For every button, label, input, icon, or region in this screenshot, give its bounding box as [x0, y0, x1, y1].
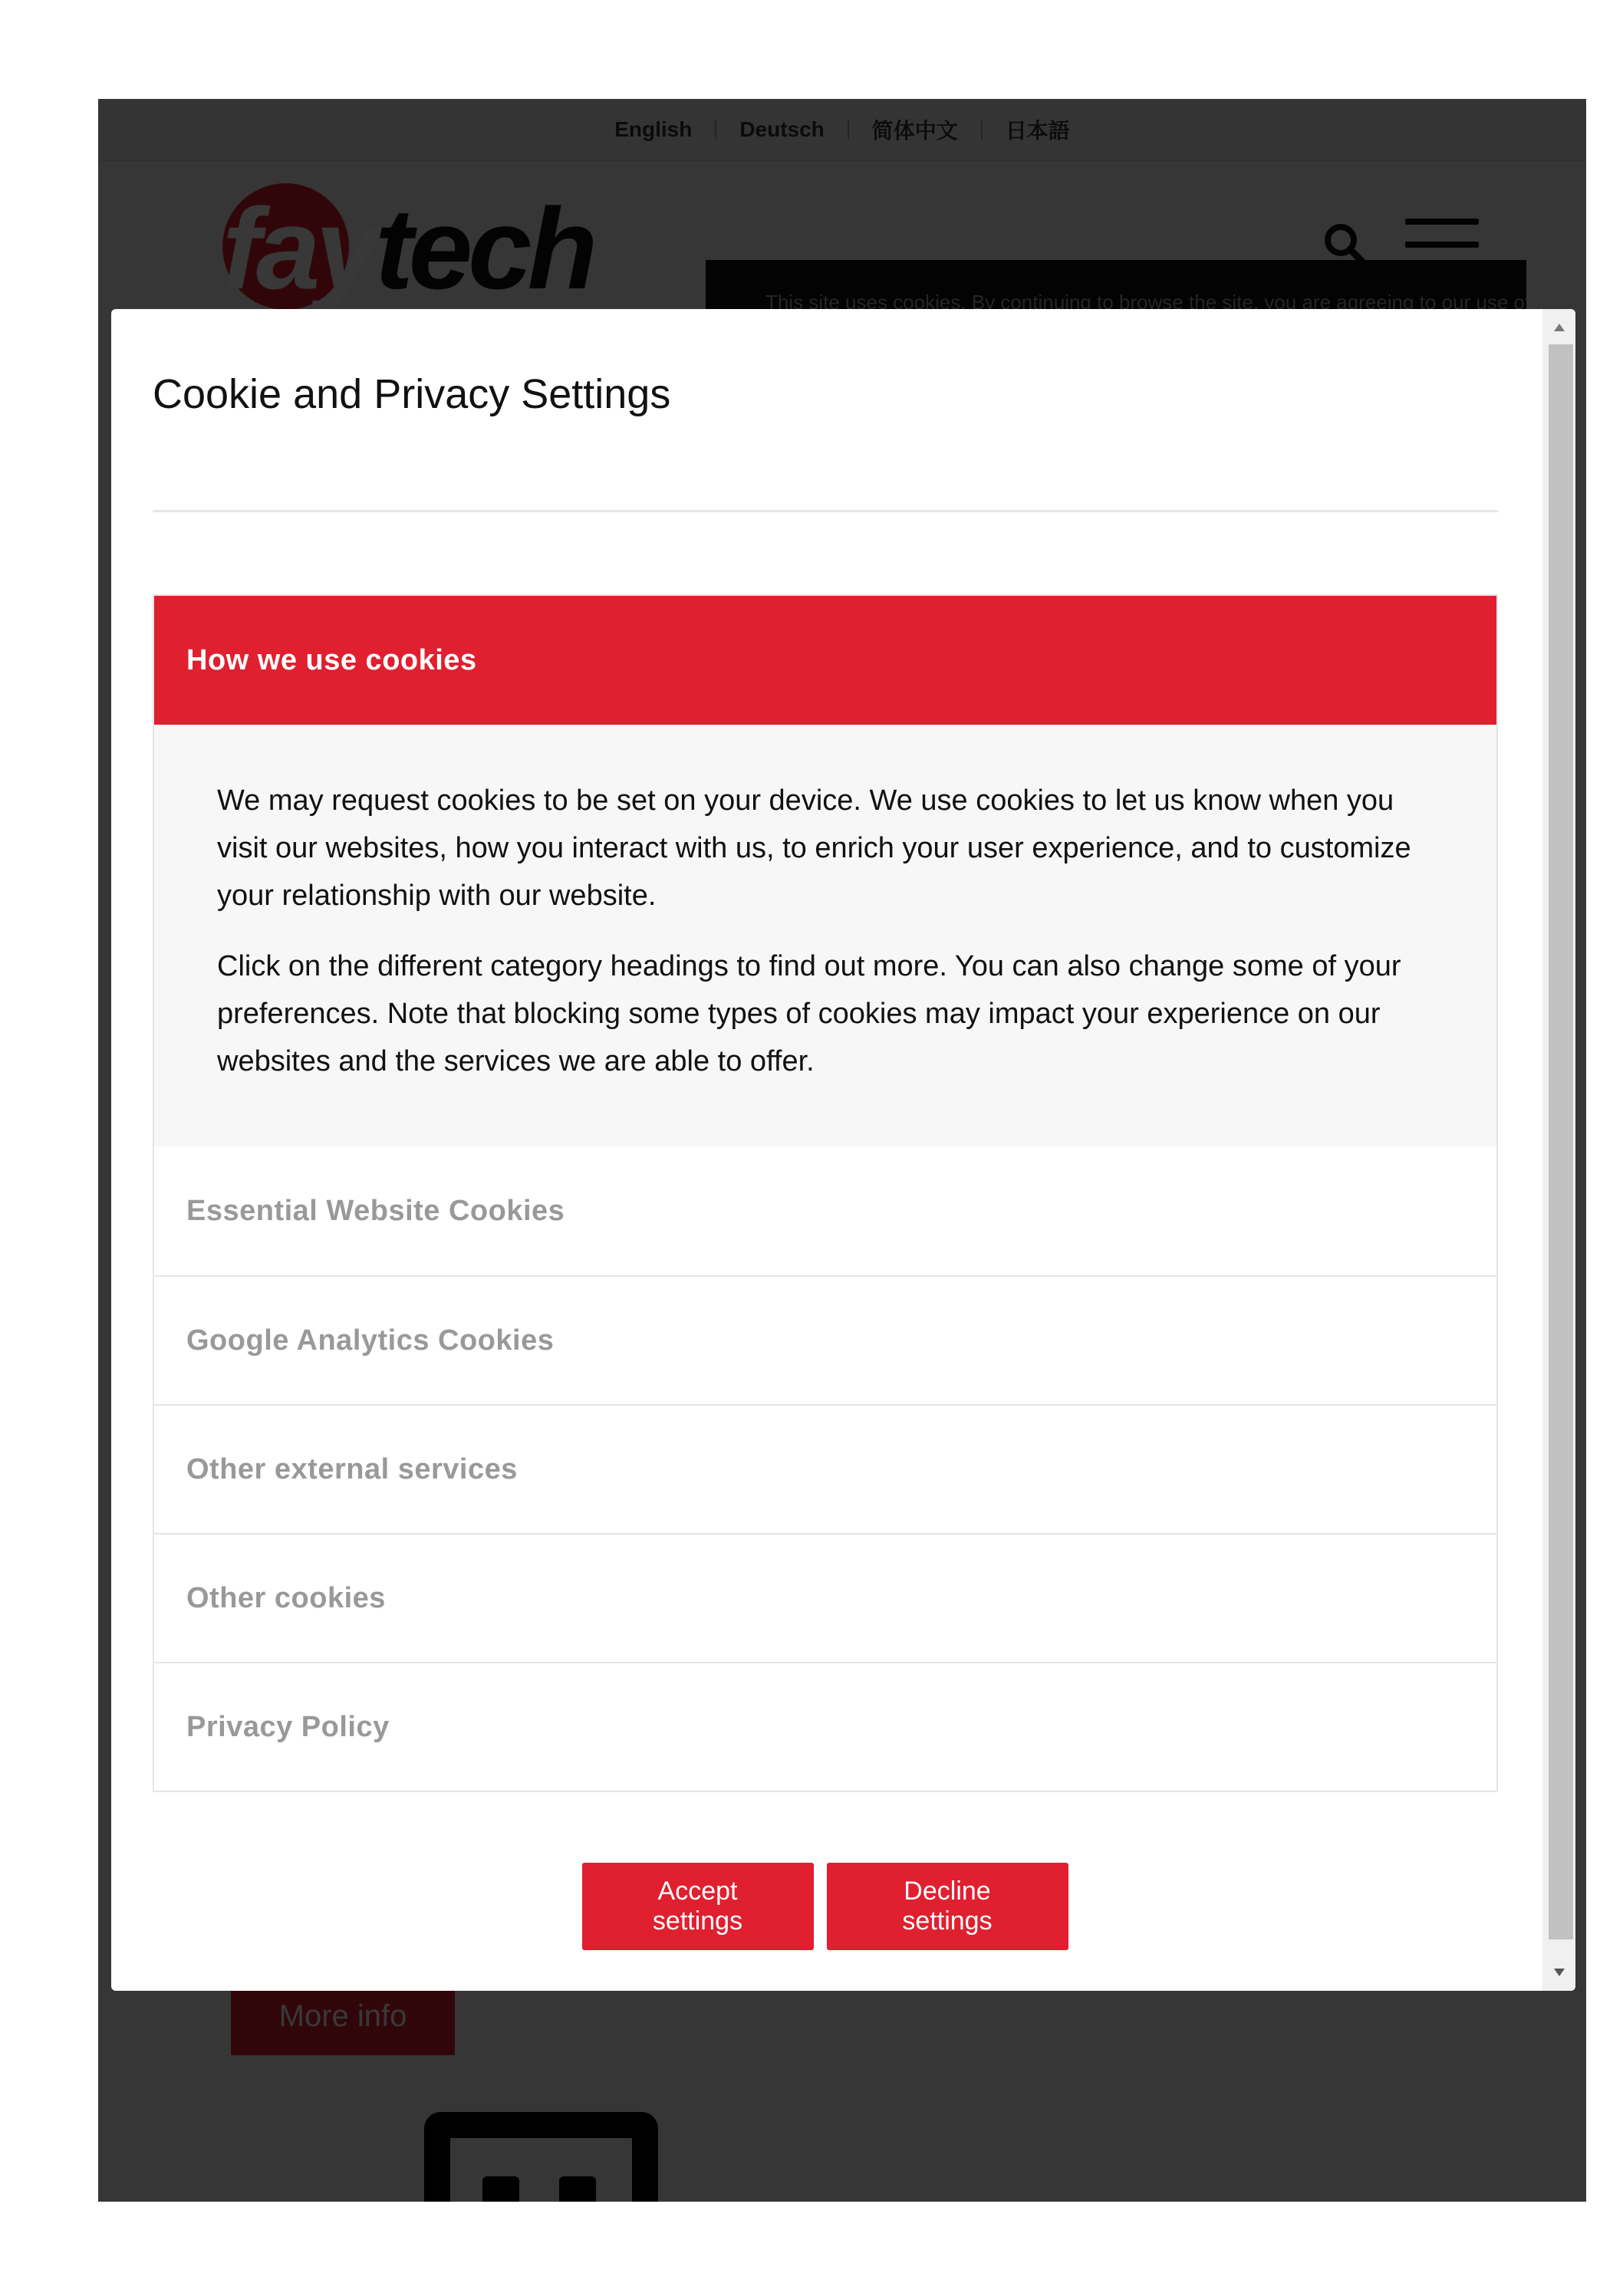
decline-settings-button[interactable]: Decline settings	[827, 1863, 1068, 1950]
accordion-header-other-external-services[interactable]: Other external services	[154, 1404, 1496, 1533]
cookie-description-paragraph: Click on the different category headings to find out more. You can also change some of your preferences. Note that blocking some types of cookies may impact your experience on our websites and the services we are able to offer.	[217, 950, 1401, 1077]
cookie-description-paragraph: We may request cookies to be set on your device. We use cookies to let us know when you visit our websites, how you interact with us, to enrich your user experience, and to customize your relationship with our website.	[217, 785, 1411, 912]
scroll-down-arrow-icon[interactable]	[1542, 1957, 1575, 1988]
accordion-header-other-cookies[interactable]: Other cookies	[154, 1533, 1496, 1662]
accordion-header-essential-cookies[interactable]: Essential Website Cookies	[154, 1146, 1496, 1275]
accept-settings-button[interactable]: Accept settings	[582, 1863, 814, 1950]
modal-title: Cookie and Privacy Settings	[153, 371, 671, 417]
modal-button-row	[111, 1863, 1575, 1950]
cookie-settings-modal	[111, 309, 1575, 1991]
cookie-accordion	[153, 594, 1498, 1792]
modal-divider	[153, 510, 1498, 512]
modal-scrollbar[interactable]	[1542, 309, 1575, 1991]
accordion-header-how-we-use-cookies[interactable]: How we use cookies	[154, 596, 1496, 725]
scroll-up-arrow-icon[interactable]	[1542, 312, 1575, 343]
accordion-body-how-we-use-cookies	[154, 725, 1496, 1146]
accordion-header-privacy-policy[interactable]: Privacy Policy	[154, 1662, 1496, 1791]
accordion-header-google-analytics-cookies[interactable]: Google Analytics Cookies	[154, 1275, 1496, 1404]
scrollbar-thumb[interactable]	[1549, 344, 1573, 1939]
